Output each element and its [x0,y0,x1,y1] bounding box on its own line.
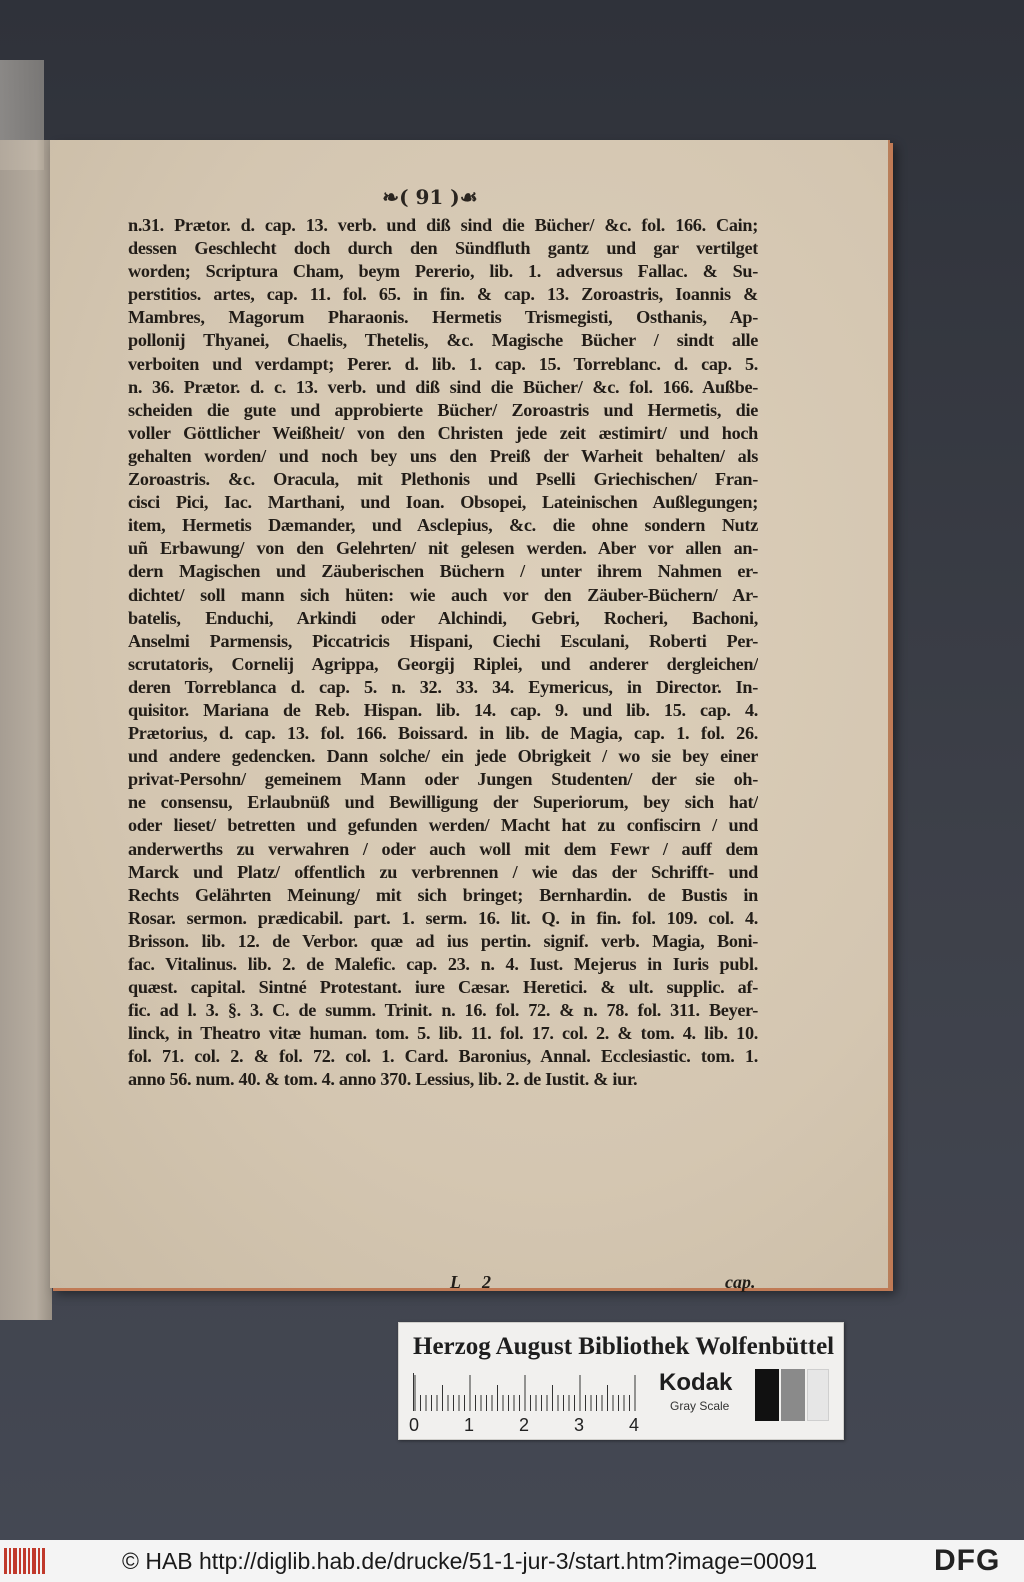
body-text [128,214,758,1092]
text-line: gehalten worden/ und noch bey uns den Preiß der Warheit behalten/ als [128,445,758,466]
measurement-scale [413,1373,646,1411]
text-line: perstitios. artes, cap. 11. fol. 65. in fin. & cap. 13. Zoroastris, Ioannis & [128,284,758,305]
dfg-logo: DFG [934,1544,1001,1577]
white-patch [807,1369,829,1421]
facing-page-edge [0,140,52,1320]
text-line: Rosar. sermon. prædicabil. part. 1. serm. 16. lit. Q. in fin. fol. 109. col. 4. [128,907,758,928]
text-line: cisci Pici, Iac. Marthani, und Ioan. Obsopei, Lateinischen Außlegungen; [128,492,758,513]
library-name: Herzog August Bibliothek Wolfenbüttel [413,1333,835,1360]
scale-number: 0 [409,1415,420,1435]
footer-url-link[interactable]: © HAB http://diglib.hab.de/drucke/51-1-jur-3/start.htm?image=00091 [122,1548,818,1574]
text-line: worden; Scriptura Cham, beym Pererio, lib. 1. adversus Fallac. & Su- [128,261,758,282]
text-line: quisitor. Mariana de Reb. Hispan. lib. 14. cap. 9. und lib. 15. cap. 4. [128,699,758,720]
scale-number: 1 [464,1415,475,1435]
text-line: verboiten und verdampt; Perer. d. lib. 1. cap. 15. Torreblanc. d. cap. 5. [128,353,758,374]
text-line: fol. 71. col. 2. & fol. 72. col. 1. Card. Baronius, Annal. Ecclesiastic. tom. 1. [128,1046,758,1067]
text-line: dern Magischen und Zäuberischen Büchern / unter ihrem Nahmen er- [128,561,758,582]
text-line: voller Göttlicher Weißheit/ von den Christen jede zeit æstimirt/ und hoch [128,422,758,443]
library-label-card [398,1322,844,1440]
header-ornament-left: ❧ [382,185,400,209]
text-line: n.31. Prætor. d. cap. 13. verb. und diß sind die Bücher/ &c. fol. 166. Cain; [128,215,758,235]
book-page [50,140,890,1292]
page-number-text: ( 91 ) [399,185,460,209]
gray-patch [781,1369,805,1421]
text-line: Zoroastris. &c. Oracula, mit Plethonis und Pselli Griechischen/ Fran- [128,469,758,490]
text-line: Mambres, Magorum Pharaonis. Hermetis Trismegisti, Osthanis, Ap- [128,307,758,328]
scale-number: 3 [574,1415,585,1435]
barcode-icon [4,1548,48,1574]
text-line: anderwerths zu verwahren / oder auch woll mit dem Fewr / auff dem [128,838,758,859]
text-line: linck, in Theatro vitæ human. tom. 5. lib. 11. fol. 17. col. 2. & tom. 4. lib. 10. [128,1023,758,1044]
text-line: und andere gedencken. Dann solche/ ein jede Obrigkeit / wo sie bey einer [128,746,758,767]
text-line: dessen Geschlecht doch durch den Sündfluth gantz und gar vertilget [128,238,758,259]
text-line: scheiden die gute und approbierte Bücher/ Zoroastris und Hermetis, die [128,399,758,420]
text-line: item, Hermetis Dæmander, und Asclepius, &c. die ohne sondern Nutz [128,515,758,536]
gray-scale-label: Gray Scale [670,1399,730,1413]
footer-bar [0,1540,1024,1582]
header-ornament-right: ☙ [459,185,478,209]
text-line: fac. Vitalinus. lib. 2. de Malefic. cap. 23. n. 4. Iust. Mejerus in Iuris publ. [128,954,758,974]
signature-number: 2 [482,1272,491,1292]
scale-number: 4 [629,1415,640,1435]
text-line: uñ Erbawung/ von den Gelehrten/ nit gelesen werden. Aber vor allen an- [128,538,758,559]
signature-mark: L [450,1272,461,1292]
scale-number: 2 [519,1415,530,1435]
scale-ticks [414,1373,646,1411]
text-line: Rechts Gelährten Meinung/ mit sich bringet; Bernhardin. de Bustis in [128,884,758,905]
text-line: scrutatoris, Cornelij Agrippa, Georgij Riplei, und anderer dergleichen/ [128,653,758,674]
text-line: Brisson. lib. 12. de Verbor. quæ ad ius pertin. signif. verb. Magia, Boni- [128,930,758,951]
text-line: Prætorius, d. cap. 13. fol. 166. Boissard. in lib. de Magia, cap. 1. fol. 26. [128,723,758,744]
text-line: deren Torreblanca d. cap. 5. n. 32. 33. 34. Eymericus, in Director. In- [128,676,758,697]
text-line: Anselmi Parmensis, Piccatricis Hispani, Ciechi Esculani, Roberti Per- [128,630,758,651]
page-number [340,185,520,211]
text-line: quæst. capital. Sintné Protestant. iure Cæsar. Heretici. & ult. supplic. af- [128,977,758,998]
text-line: n. 36. Prætor. d. c. 13. verb. und diß sind die Bücher/ &c. fol. 166. Außbe- [128,376,758,397]
catchword: cap. [725,1272,756,1292]
text-line: batelis, Enduchi, Arkindi oder Alchindi, Gebri, Rocheri, Bachoni, [128,607,758,628]
text-line: Marck und Platz/ offentlich zu verbrennen / wie das der Schrifft- und [128,861,758,882]
text-line: fic. ad l. 3. §. 3. C. de summ. Trinit. n. 16. fol. 72. & n. 78. fol. 311. Beyer- [128,1000,758,1021]
text-line: ne consensu, Erlaubnüß und Bewilligung der Superiorum, bey sich hat/ [128,792,758,813]
black-patch [755,1369,779,1421]
text-line: dichtet/ soll mann sich hüten: wie auch vor den Zäuber-Büchern/ Ar- [128,584,758,605]
text-line: anno 56. num. 40. & tom. 4. anno 370. Lessius, lib. 2. de Iustit. & iur. [128,1069,638,1090]
kodak-logo: Kodak [659,1369,733,1396]
text-line: pollonij Thyanei, Chaelis, Thetelis, &c. Magische Bücher / sindt alle [128,330,758,351]
text-line: privat-Persohn/ gemeinem Mann oder Jungen Studenten/ der sie oh- [128,769,758,790]
text-line: oder lieset/ betretten und gefunden werden/ Macht hat zu confiscirn / und [128,815,758,836]
